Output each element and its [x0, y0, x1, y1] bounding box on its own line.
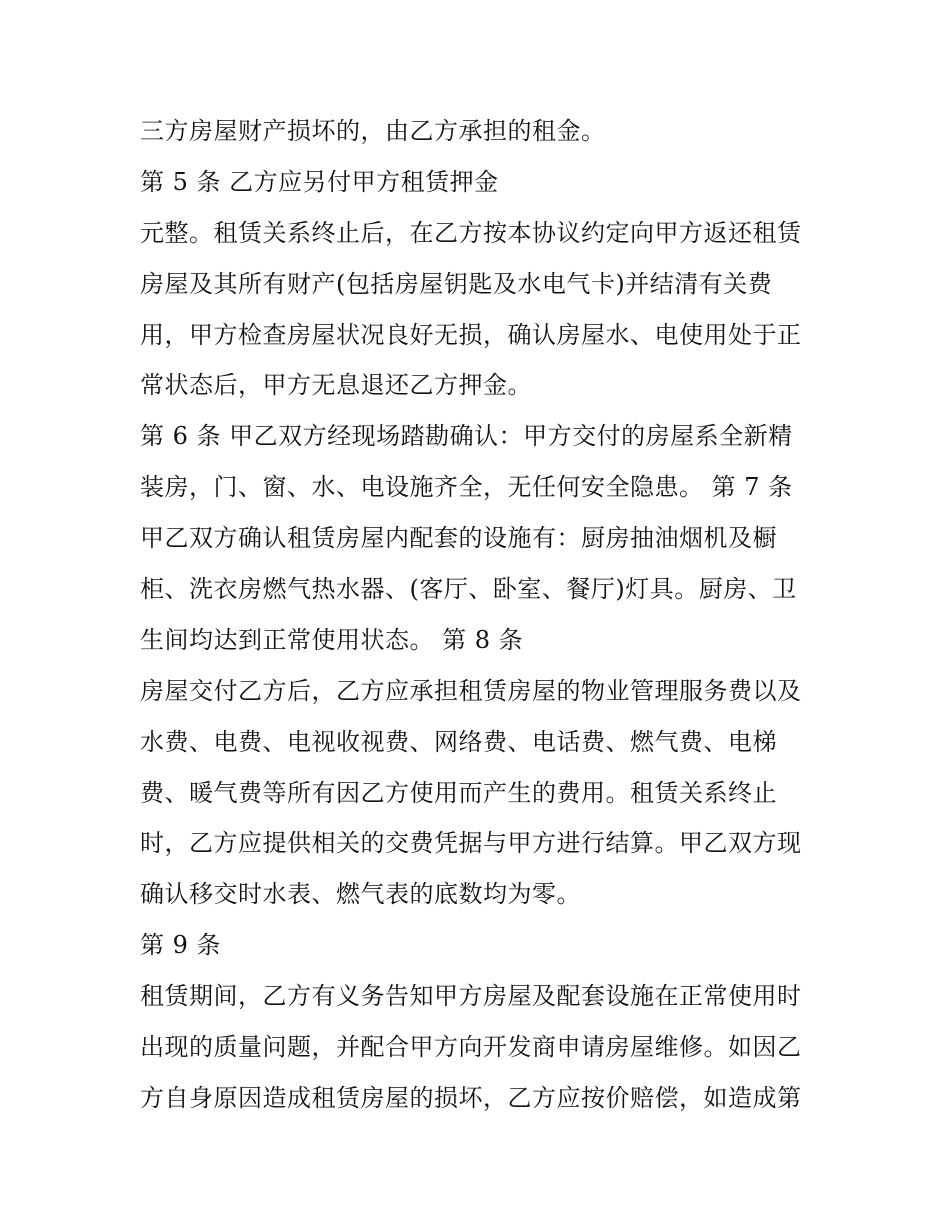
text-line: 费、暖气费等所有因乙方使用而产生的费用。租赁关系终止 — [140, 778, 777, 807]
text-line: 柜、洗衣房燃气热水器、(客厅、卧室、餐厅)灯具。厨房、卫 — [140, 575, 797, 604]
text-line: 租赁期间，乙方有义务告知甲方房屋及配套设施在正常使用时 — [140, 982, 802, 1011]
text-line: 方自身原因造成租赁房屋的损坏，乙方应按价赔偿，如造成第 — [140, 1083, 802, 1112]
text-line: 三方房屋财产损坏的，由乙方承担的租金。 — [140, 117, 606, 145]
article-6-line: 第 6 条 甲乙双方经现场踏勘确认：甲方交付的房屋系全新精 — [140, 422, 793, 451]
article-5-heading: 第 5 条 乙方应另付甲方租赁押金 — [140, 167, 499, 196]
text-line: 常状态后，甲方无息退还乙方押金。 — [140, 371, 532, 400]
text-line: 水费、电费、电视收视费、网络费、电话费、燃气费、电梯 — [140, 727, 777, 756]
text-line: 房屋及其所有财产(包括房屋钥匙及水电气卡)并结清有关费 — [140, 269, 773, 298]
text-line: 房屋交付乙方后，乙方应承担租赁房屋的物业管理服务费以及 — [140, 676, 802, 705]
text-line: 甲乙双方确认租赁房屋内配套的设施有：厨房抽油烟机及橱 — [140, 524, 777, 553]
text-line: 出现的质量问题，并配合甲方向开发商申请房屋维修。如因乙 — [140, 1033, 802, 1062]
text-line: 确认移交时水表、燃气表的底数均为零。 — [140, 880, 581, 909]
article-9-heading: 第 9 条 — [140, 931, 222, 960]
text-line: 元整。租赁关系终止后，在乙方按本协议约定向甲方返还租赁 — [140, 218, 802, 247]
text-line: 用，甲方检查房屋状况良好无损，确认房屋水、电使用处于正 — [140, 320, 802, 349]
text-line: 装房，门、窗、水、电设施齐全，无任何安全隐患。 第 7 条 — [140, 473, 793, 502]
text-line: 生间均达到正常使用状态。 第 8 条 — [140, 625, 524, 654]
text-line: 时，乙方应提供相关的交费凭据与甲方进行结算。甲乙双方现 — [140, 829, 802, 858]
contract-text — [140, 106, 820, 1124]
